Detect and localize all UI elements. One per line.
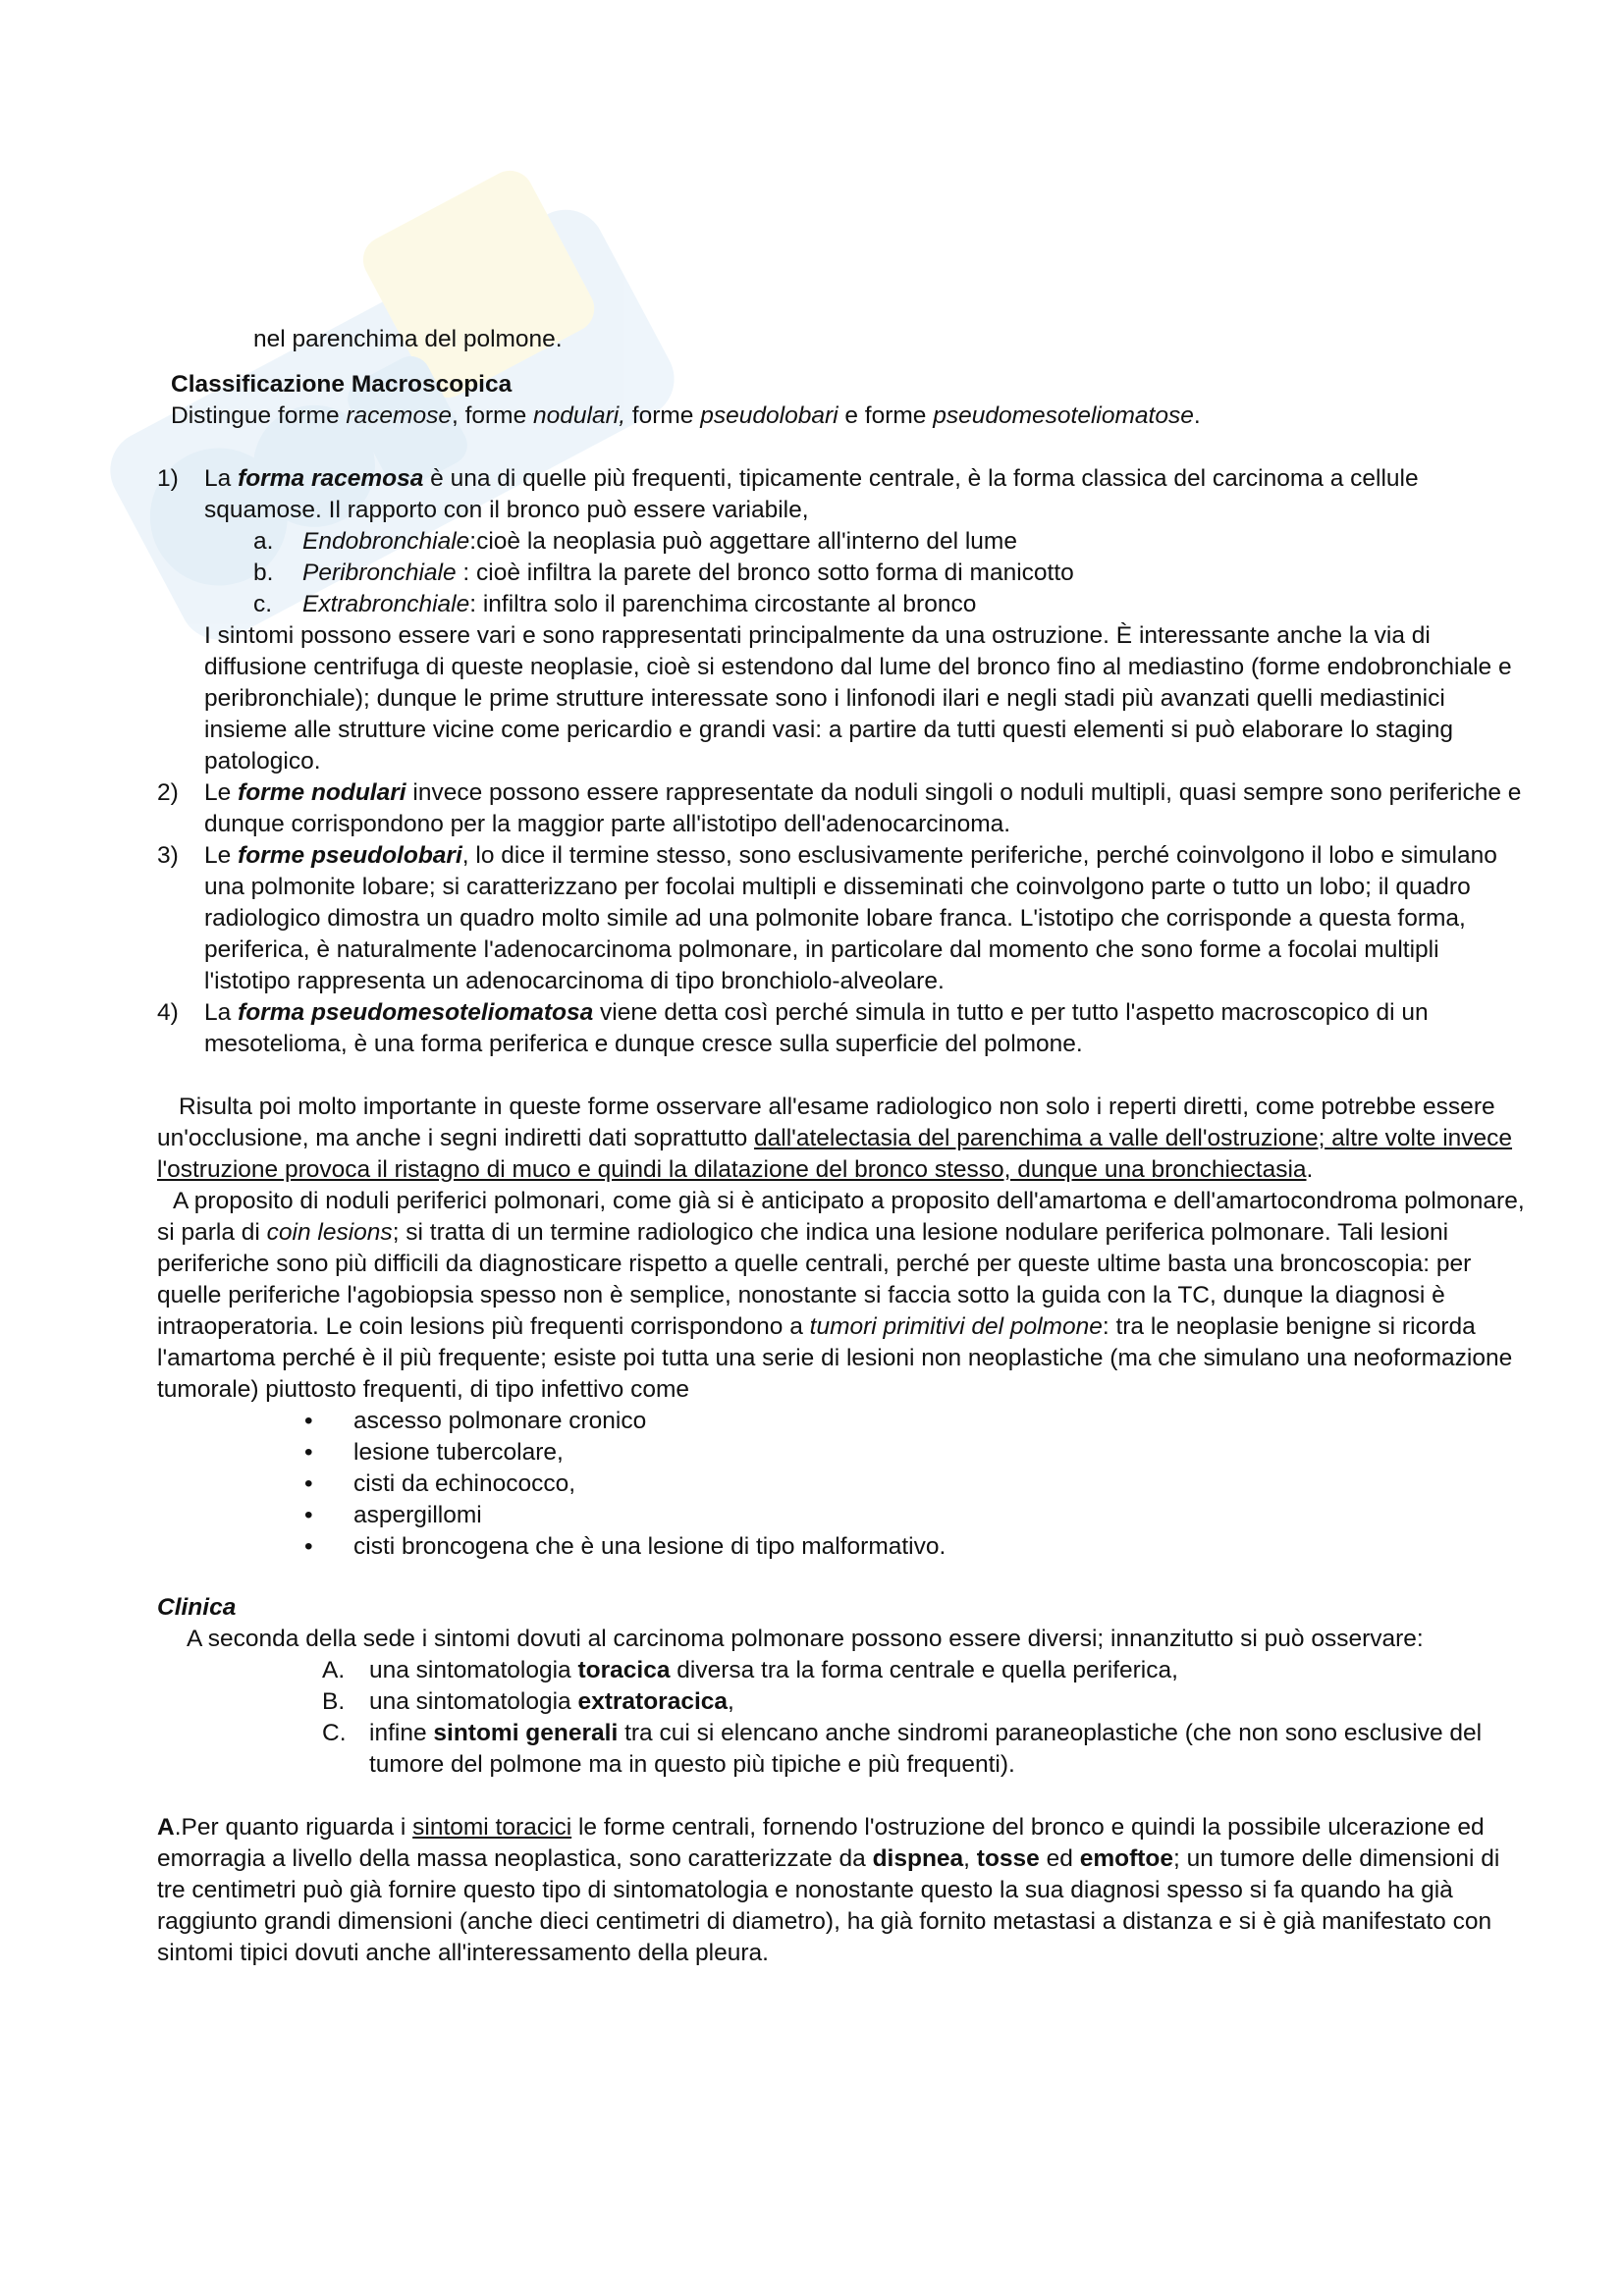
form-item-text xyxy=(204,777,1527,840)
bronchial-relation-sublist xyxy=(253,526,1527,620)
sublist-text xyxy=(302,589,1527,620)
macro-section-title: Classificazione Macroscopica xyxy=(171,371,513,398)
text-run: , xyxy=(728,1688,734,1715)
list-item-text: cisti da echinococco, xyxy=(353,1470,576,1497)
list-item xyxy=(304,1468,1527,1500)
text-run: . xyxy=(1193,402,1201,429)
coin-lesions-paragraph xyxy=(157,1186,1527,1406)
text-run: pseudomesoteliomatose xyxy=(933,402,1194,429)
form-item-text xyxy=(204,463,1527,526)
text-run: : infiltra solo il parenchima circostante al bronco xyxy=(469,591,977,617)
clinica-intro: A seconda della sede i sintomi dovuti al carcinoma polmonare possono essere diversi; innanzitutto si può osservare: xyxy=(187,1626,1424,1652)
forms-numbered-list xyxy=(157,463,1527,1060)
list-letter: B. xyxy=(322,1688,346,1715)
list-item xyxy=(304,1437,1527,1468)
symptom-item-text xyxy=(369,1686,1527,1718)
list-item-text: aspergillomi xyxy=(353,1502,482,1528)
sublist-letter: b. xyxy=(253,560,274,586)
form-item-followup: I sintomi possono essere vari e sono rappresentati principalmente da una ostruzione. È interessante anche la via di diffusione centrifuga di queste neoplasie, cioè si estendono dal lume del bronco fino al mediastino (forme endobronchiale e peribronchiale); dunque le prime strutture interessate sono i linfonodi ilari e negli stadi più avanzati quelli mediastinici insieme alle strutture vicine come pericardio e grandi vasi: a partire da tutti questi elementi si può elaborare lo staging patologico. xyxy=(204,622,1512,774)
text-run: Le xyxy=(204,842,239,869)
list-item xyxy=(304,1531,1527,1563)
list-item-text: ascesso polmonare cronico xyxy=(353,1408,647,1434)
text-run: Risulta poi molto importante in queste forme osservare all'esame radiologico non solo i reperti diretti, come potrebbe essere un'occlusione, ma anche i segni indiretti dati soprattutto xyxy=(157,1094,1495,1151)
text-run: Le xyxy=(204,779,239,806)
list-letter: A. xyxy=(322,1657,346,1683)
text-run: tumori primitivi del polmone xyxy=(809,1313,1103,1340)
sublist-text xyxy=(302,526,1527,558)
text-run: : cioè infiltra la parete del bronco sotto forma di manicotto xyxy=(456,560,1074,586)
sublist-item xyxy=(253,526,1527,558)
list-item-text: lesione tubercolare, xyxy=(353,1439,564,1466)
text-run: viene detta così perché simula in tutto e per tutto l'aspetto macroscopico di un mesotelioma, è una forma periferica e dunque cresce sulla superficie del polmone. xyxy=(204,999,1429,1057)
text-run: La xyxy=(204,999,239,1026)
list-item xyxy=(304,1406,1527,1437)
form-item-nodulari xyxy=(157,777,1527,840)
text-run: tosse xyxy=(976,1845,1040,1872)
text-run: .Per quanto riguarda i xyxy=(174,1814,413,1841)
text-run: è una di quelle più frequenti, tipicamente centrale, è la forma classica del carcinoma a cellule squamose. Il rapporto con il bronco può essere variabile, xyxy=(204,465,1419,523)
form-item-pseudomesoteliomatosa xyxy=(157,997,1527,1060)
bullet-icon: • xyxy=(304,1408,313,1434)
text-run: una sintomatologia xyxy=(369,1657,578,1683)
thoracic-symptoms-paragraph xyxy=(157,1812,1527,1969)
text-run: nodulari, xyxy=(533,402,625,429)
text-run: :cioè la neoplasia può aggettare all'interno del lume xyxy=(469,528,1017,555)
radiology-paragraph xyxy=(157,1092,1527,1186)
clinica-title: Clinica xyxy=(157,1594,237,1621)
list-number: 2) xyxy=(157,779,179,806)
list-number: 3) xyxy=(157,842,179,869)
text-run: Peribronchiale xyxy=(302,560,457,586)
text-run: le forme centrali, fornendo l'ostruzione del bronco e quindi la possibile ulcerazione ed emorragia a livello della massa neoplastica, sono caratterizzate da xyxy=(157,1814,1485,1872)
symptoms-lettered-list xyxy=(322,1655,1527,1781)
text-run: pseudolobari xyxy=(700,402,839,429)
text-run: sintomi toracici xyxy=(412,1814,572,1841)
symptom-item xyxy=(322,1655,1527,1686)
text-run: ; un tumore delle dimensioni di tre centimetri può già fornire questo tipo di sintomatologia e nonostante questo la sua diagnosi spesso si fa quando ha già raggiunto grandi dimensioni (anche dieci centimetri di diametro), ha già fornito metastasi a distanza e si è già manifestato con sintomi tipici dovuti anche all'interessamento della pleura. xyxy=(157,1845,1500,1966)
text-run: A xyxy=(157,1814,175,1841)
bullet-icon: • xyxy=(304,1502,313,1528)
list-item-text: cisti broncogena che è una lesione di tipo malformativo. xyxy=(353,1533,947,1560)
form-item-text xyxy=(204,840,1527,997)
text-run: e forme xyxy=(838,402,934,429)
text-run: tra cui si elencano anche sindromi paraneoplastiche (che non sono esclusive del tumore del polmone ma in questo più tipiche e più frequenti). xyxy=(369,1720,1483,1778)
symptom-item xyxy=(322,1686,1527,1718)
text-run: , lo dice il termine stesso, sono esclusivamente periferiche, perché coinvolgono il lobo e simulano una polmonite lobare; si caratterizzano per focolai multipli e disseminati che coinvolgono parte o tutto un lobo; il quadro radiologico dimostra un quadro molto simile ad una polmonite lobare franca. L'istotipo che corrisponde a questa forma, periferica, è naturalmente l'adenocarcinoma polmonare, in particolare dal momento che sono forme a focolai multipli l'istotipo rappresenta un adenocarcinoma di tipo bronchiolo-alveolare. xyxy=(204,842,1497,994)
text-run: forma pseudomesoteliomatosa xyxy=(238,999,594,1026)
text-run: : tra le neoplasie benigne si ricorda l'amartoma perché è il più frequente; esiste poi tutta una serie di lesioni non neoplastiche (ma che simulano una neoformazione tumorale) piuttosto frequenti, di tipo infettivo come xyxy=(157,1313,1513,1403)
list-letter: C. xyxy=(322,1720,347,1746)
text-run: A proposito di noduli periferici polmonari, come già si è anticipato a proposito dell'amartoma e dell'amartocondroma polmonare, si parla di xyxy=(157,1188,1525,1246)
form-item-racemosa xyxy=(157,463,1527,777)
sublist-item xyxy=(253,558,1527,589)
text-run: extratoracica xyxy=(577,1688,729,1715)
bullet-icon: • xyxy=(304,1533,313,1560)
text-run: emoftoe xyxy=(1079,1845,1173,1872)
bullet-icon: • xyxy=(304,1439,313,1466)
form-item-text xyxy=(204,997,1527,1060)
sublist-letter: c. xyxy=(253,591,273,617)
text-run: , forme xyxy=(451,402,534,429)
text-run: dall'atelectasia del parenchima a valle dell'ostruzione; altre volte invece l'ostruzione provoca il ristagno di muco e quindi la dilatazione del bronco stesso, dunque una bronchiectasia xyxy=(157,1125,1513,1183)
text-run: una sintomatologia xyxy=(369,1688,578,1715)
list-item xyxy=(304,1500,1527,1531)
bullet-icon: • xyxy=(304,1470,313,1497)
text-run: Distingue forme xyxy=(171,402,347,429)
symptom-item-text xyxy=(369,1718,1527,1781)
continuation-line: nel parenchima del polmone. xyxy=(253,326,563,352)
text-run: toracica xyxy=(577,1657,671,1683)
form-item-pseudolobari xyxy=(157,840,1527,997)
list-number: 1) xyxy=(157,465,179,492)
text-run: forma racemosa xyxy=(238,465,424,492)
text-run: diversa tra la forma centrale e quella periferica, xyxy=(670,1657,1178,1683)
text-run: infine xyxy=(369,1720,434,1746)
text-run: forme pseudolobari xyxy=(238,842,462,869)
symptom-item-text xyxy=(369,1655,1527,1686)
text-run: racemose xyxy=(346,402,452,429)
sublist-text xyxy=(302,558,1527,589)
infective-lesions-list xyxy=(304,1406,1527,1563)
text-run: forme xyxy=(625,402,701,429)
text-run: coin lesions xyxy=(266,1219,393,1246)
text-run: . xyxy=(1306,1156,1314,1183)
sublist-item xyxy=(253,589,1527,620)
text-run: , xyxy=(963,1845,977,1872)
text-run: forme nodulari xyxy=(238,779,406,806)
symptom-item xyxy=(322,1718,1527,1781)
text-run: ed xyxy=(1039,1845,1080,1872)
text-run: dispnea xyxy=(872,1845,964,1872)
list-number: 4) xyxy=(157,999,179,1026)
sublist-letter: a. xyxy=(253,528,274,555)
document-page xyxy=(157,324,1527,1969)
text-run: Extrabronchiale xyxy=(302,591,470,617)
text-run: La xyxy=(204,465,239,492)
text-run: invece possono essere rappresentate da noduli singoli o noduli multipli, quasi sempre sono periferiche e dunque corrispondono per la maggior parte all'istotipo dell'adenocarcinoma. xyxy=(204,779,1522,837)
text-run: Endobronchiale xyxy=(302,528,470,555)
macro-section-intro xyxy=(171,400,1527,432)
text-run: sintomi generali xyxy=(433,1720,619,1746)
text-run: ; si tratta di un termine radiologico che indica una lesione nodulare periferica polmonare. Tali lesioni periferiche sono più difficili da diagnosticare rispetto a quelle centrali, perché per queste ultime basta una broncoscopia: per quelle periferiche l'agobiopsia spesso non è semplice, nonostante si faccia sotto la guida con la TC, dunque la diagnosi è intraoperatoria. Le coin lesions più frequenti corrispondono a xyxy=(157,1219,1472,1340)
